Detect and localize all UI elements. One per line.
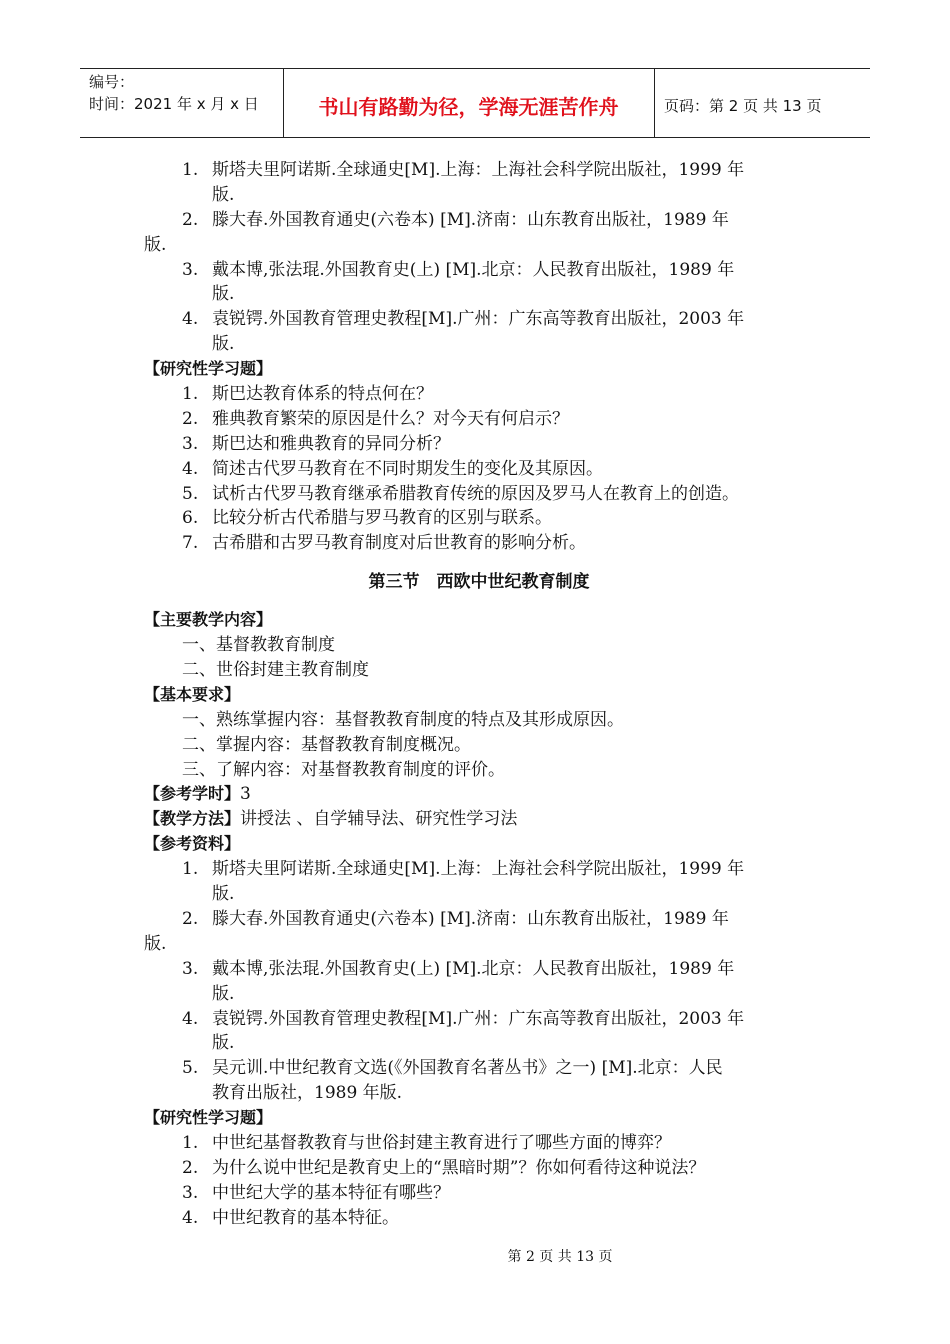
question-item: 3. 斯巴达和雅典教育的异同分析？ xyxy=(182,433,450,454)
requirements-heading: 【基本要求】 xyxy=(144,684,241,704)
question-item: 2. 为什么说中世纪是教育史上的“黑暗时期”？你如何看待这种说法？ xyxy=(182,1157,706,1178)
question-item: 4. 中世纪教育的基本特征。 xyxy=(182,1207,399,1228)
methods-line: 【教学方法】讲授法 、自学辅导法、研究性学习法 xyxy=(144,809,518,830)
page-label: 页码：第 2 页 共 13 页 xyxy=(664,97,822,115)
reference-item: 3. 戴本博,张法琨.外国教育史(上) [M].北京：人民教育出版社，1989 年 xyxy=(182,259,735,280)
reference-continuation: 版. xyxy=(212,334,235,355)
requirement-item: 二、掌握内容：基督教教育制度概况。 xyxy=(182,734,471,755)
question-item: 6. 比较分析古代希腊与罗马教育的区别与联系。 xyxy=(182,508,552,529)
page-footer: 第 2 页 共 13 页 xyxy=(507,1249,613,1265)
question-item: 5. 试析古代罗马教育继承希腊教育传统的原因及罗马人在教育上的创造。 xyxy=(182,483,739,504)
reference-item: 2. 滕大春.外国教育通史(六卷本) [M].济南：山东教育出版社，1989 年 xyxy=(182,209,729,230)
page-header xyxy=(80,68,870,138)
question-item: 7. 古希腊和古罗马教育制度对后世教育的影响分析。 xyxy=(182,533,586,554)
question-item: 1. 中世纪基督教教育与世俗封建主教育进行了哪些方面的博弈？ xyxy=(182,1132,671,1153)
section-title: 第三节 西欧中世纪教育制度 xyxy=(368,572,590,593)
references-heading: 【参考资料】 xyxy=(144,834,241,854)
motto-text: 书山有路勤为径，学海无涯苦作舟 xyxy=(318,95,619,119)
requirement-item: 三、了解内容：对基督教教育制度的评价。 xyxy=(182,759,505,780)
reference-continuation: 版. xyxy=(212,184,235,205)
methods-value: 讲授法 、自学辅导法、研究性学习法 xyxy=(240,809,518,830)
date-label: 时间：2021 年 x 月 x 日 xyxy=(89,95,259,113)
reference-continuation: 教育出版社，1989 年版. xyxy=(212,1083,403,1104)
main-content-heading: 【主要教学内容】 xyxy=(144,610,273,630)
header-page-cell xyxy=(654,69,870,137)
question-item: 4. 简述古代罗马教育在不同时期发生的变化及其原因。 xyxy=(182,458,603,479)
research-heading: 【研究性学习题】 xyxy=(144,1108,273,1128)
reference-continuation: 版. xyxy=(212,1033,235,1054)
content-item: 二、世俗封建主教育制度 xyxy=(182,660,369,681)
serial-label: 编号： xyxy=(89,73,135,91)
question-item: 3. 中世纪大学的基本特征有哪些？ xyxy=(182,1182,450,1203)
reference-item: 3. 戴本博,张法琨.外国教育史(上) [M].北京：人民教育出版社，1989 年 xyxy=(182,958,735,979)
reference-item: 4. 袁锐锷.外国教育管理史教程[M].广州：广东高等教育出版社，2003 年 xyxy=(182,309,745,330)
reference-continuation: 版. xyxy=(144,933,167,954)
reference-continuation: 版. xyxy=(212,284,235,305)
reference-continuation: 版. xyxy=(212,884,235,905)
hours-line: 【参考学时】3 xyxy=(144,784,251,805)
document-body xyxy=(144,158,814,1231)
reference-item: 4. 袁锐锷.外国教育管理史教程[M].广州：广东高等教育出版社，2003 年 xyxy=(182,1008,745,1029)
content-item: 一、基督教教育制度 xyxy=(182,635,335,656)
reference-continuation: 版. xyxy=(144,234,167,255)
header-motto-cell xyxy=(283,69,655,137)
research-heading: 【研究性学习题】 xyxy=(144,359,273,379)
reference-item: 5. 吴元训.中世纪教育文选(《外国教育名著丛书》之一) [M].北京：人民 xyxy=(182,1058,723,1079)
header-meta-cell xyxy=(80,69,284,137)
reference-continuation: 版. xyxy=(212,983,235,1004)
question-item: 2. 雅典教育繁荣的原因是什么？对今天有何启示？ xyxy=(182,408,569,429)
reference-item: 1. 斯塔夫里阿诺斯.全球通史[M].上海：上海社会科学院出版社，1999 年 xyxy=(182,160,745,180)
reference-item: 1. 斯塔夫里阿诺斯.全球通史[M].上海：上海社会科学院出版社，1999 年 xyxy=(182,859,745,880)
hours-value: 3 xyxy=(240,784,251,805)
question-item: 1. 斯巴达教育体系的特点何在？ xyxy=(182,384,433,405)
requirement-item: 一、熟练掌握内容：基督教教育制度的特点及其形成原因。 xyxy=(182,709,624,730)
reference-item: 2. 滕大春.外国教育通史(六卷本) [M].济南：山东教育出版社，1989 年 xyxy=(182,908,729,929)
